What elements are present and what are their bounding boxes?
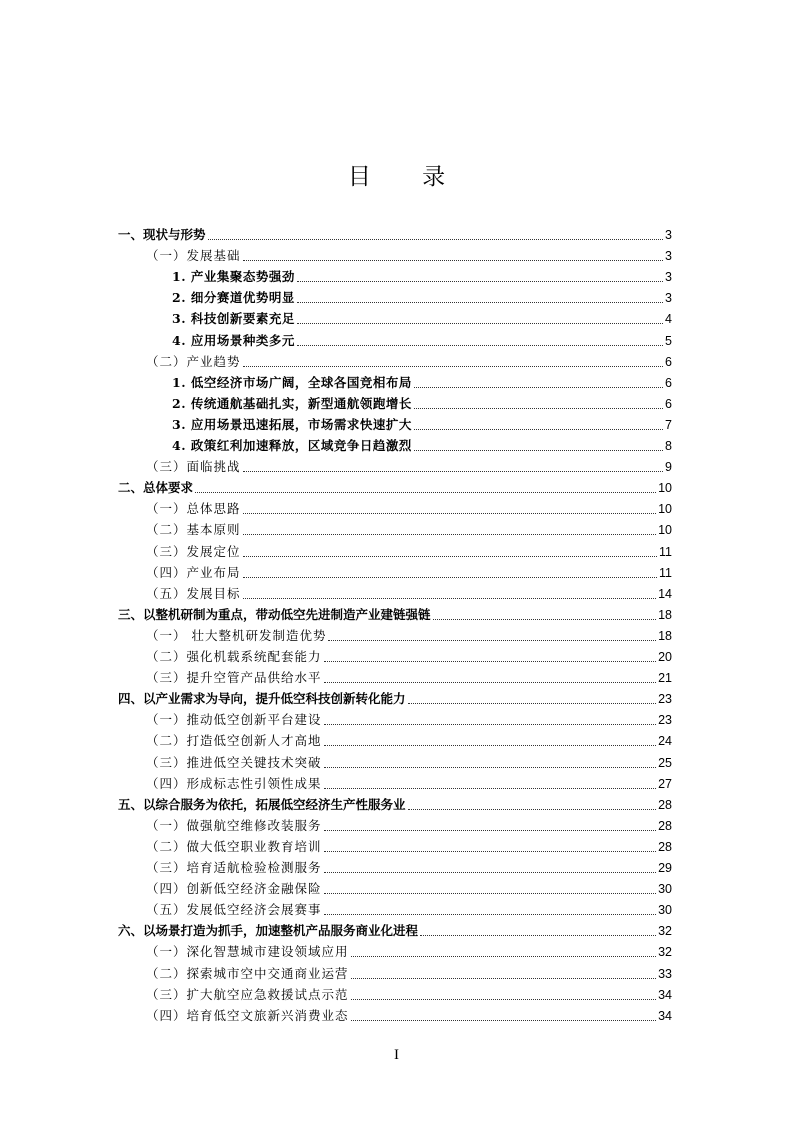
toc-entry-title: 五、以综合服务为依托，拓展低空经济生产性服务业 <box>118 796 406 812</box>
toc-entry-title: 1. 低空经济市场广阔，全球各国竞相布局 <box>172 374 412 390</box>
toc-entry-page: 3 <box>665 270 672 285</box>
toc-entry-title: （三）发展定位 <box>146 543 241 559</box>
toc-entry-page: 32 <box>658 945 672 960</box>
toc-entry-page: 18 <box>658 607 672 622</box>
toc-entry-page: 32 <box>658 924 672 939</box>
toc-entry-page: 3 <box>665 291 672 306</box>
toc-leader-dots <box>408 703 657 704</box>
toc-entry[interactable] <box>146 838 672 856</box>
toc-entry[interactable] <box>146 880 672 898</box>
toc-entry-title: （一）深化智慧城市建设领域应用 <box>146 944 349 960</box>
toc-leader-dots <box>324 661 657 662</box>
toc-entry-page: 3 <box>665 228 672 242</box>
toc-entry-title: （二）产业趋势 <box>146 353 241 369</box>
toc-entry[interactable] <box>172 416 672 434</box>
toc-leader-dots <box>414 450 663 451</box>
toc-entry-title: （四）形成标志性引领性成果 <box>146 775 322 791</box>
toc-entry[interactable] <box>146 669 672 687</box>
toc-entry-title: （三）面临挑战 <box>146 459 241 475</box>
toc-entry-title: 4. 政策红利加速释放，区域竞争日趋激烈 <box>172 438 412 453</box>
toc-entry-title: （五）发展目标 <box>146 585 241 601</box>
toc-entry[interactable] <box>118 226 672 244</box>
toc-leader-dots <box>351 999 657 1000</box>
toc-entry[interactable] <box>146 1007 672 1025</box>
toc-leader-dots <box>328 640 656 641</box>
toc-leader-dots <box>324 893 657 894</box>
toc-entry[interactable] <box>172 437 672 455</box>
toc-leader-dots <box>414 387 663 388</box>
toc-leader-dots <box>324 830 657 831</box>
toc-entry-page: 30 <box>658 882 672 897</box>
toc-entry-title: （四）培育低空文旅新兴消费业态 <box>146 1007 349 1023</box>
toc-leader-dots <box>414 429 663 430</box>
toc-entry-title: 六、以场景打造为抓手，加速整机产品服务商业化进程 <box>118 923 419 939</box>
toc-leader-dots <box>243 598 657 599</box>
toc-entry-page: 34 <box>658 987 672 1002</box>
toc-entry-page: 28 <box>658 797 672 812</box>
toc-entry-page: 21 <box>658 671 672 686</box>
toc-entry-title: 二、总体要求 <box>118 480 194 496</box>
toc-entry-title: 四、以产业需求为导向，提升低空科技创新转化能力 <box>118 691 406 707</box>
toc-entry-title: （一） 壮大整机研发制造优势 <box>146 627 327 643</box>
toc-entry[interactable] <box>146 648 672 666</box>
toc-leader-dots <box>195 492 656 493</box>
toc-entry-page: 23 <box>658 713 672 728</box>
toc-entry[interactable] <box>146 817 672 835</box>
toc-entry-title: （四）创新低空经济金融保险 <box>146 881 322 897</box>
toc-entry-title: 3. 科技创新要素充足 <box>172 311 295 327</box>
toc-leader-dots <box>243 366 664 367</box>
toc-entry[interactable] <box>118 606 672 624</box>
toc-entry-title: （三）推进低空关键技术突破 <box>146 754 322 770</box>
toc-entry-title: （二）打造低空创新人才高地 <box>146 733 322 749</box>
toc-entry[interactable] <box>172 395 672 413</box>
toc-entry[interactable] <box>146 711 672 729</box>
toc-leader-dots <box>243 534 657 535</box>
toc-entry-page: 18 <box>658 628 672 643</box>
toc-entry-title: （一）推动低空创新平台建设 <box>146 712 322 728</box>
toc-entry-title: 三、以整机研制为重点，带动低空先进制造产业建链强链 <box>118 606 431 622</box>
toc-leader-dots <box>420 935 656 936</box>
toc-entry-page: 11 <box>659 565 672 580</box>
toc-entry-title: （三）培育适航检验检测服务 <box>146 860 322 875</box>
toc-leader-dots <box>297 302 663 303</box>
toc-entry-title: 4. 应用场景种类多元 <box>172 332 295 348</box>
toc-entry-title: （四）产业布局 <box>146 564 241 580</box>
toc-entry-title: 一、现状与形势 <box>118 227 206 242</box>
toc-leader-dots <box>324 767 657 768</box>
toc-entry-title: （二）探索城市空中交通商业运营 <box>146 965 349 981</box>
toc-entry-page: 23 <box>658 692 672 707</box>
toc-entry[interactable] <box>146 353 672 371</box>
toc-entry-title: 3. 应用场景迅速拓展，市场需求快速扩大 <box>172 416 412 432</box>
toc-entry-title: 1. 产业集聚态势强劲 <box>172 269 295 285</box>
toc-entry-page: 10 <box>658 523 672 538</box>
toc-leader-dots <box>414 408 663 409</box>
toc-entry[interactable] <box>146 627 672 645</box>
toc-entry-page: 8 <box>665 439 672 453</box>
toc-entry-title: （一）做强航空维修改装服务 <box>146 817 322 833</box>
toc-leader-dots <box>351 1020 657 1021</box>
toc-entry[interactable] <box>172 374 672 392</box>
toc-entry[interactable] <box>118 796 672 814</box>
toc-entry[interactable] <box>146 564 672 582</box>
toc-entry-page: 7 <box>665 417 672 432</box>
page-number: I <box>394 1047 399 1063</box>
toc-leader-dots <box>351 956 657 957</box>
toc-entry-page: 30 <box>658 903 672 918</box>
toc-entry[interactable] <box>172 268 672 286</box>
toc-entry-page: 10 <box>658 481 672 496</box>
toc-entry-page: 10 <box>658 502 672 517</box>
toc-leader-dots <box>324 872 657 873</box>
toc-entry-title: 2. 传统通航基础扎实，新型通航领跑增长 <box>172 395 412 411</box>
toc-entry-page: 27 <box>658 776 672 791</box>
toc-leader-dots <box>324 788 657 789</box>
toc-entry-title: （三）提升空管产品供给水平 <box>146 670 322 686</box>
toc-entry-title: 2. 细分赛道优势明显 <box>172 290 295 306</box>
toc-entry-title: （二）强化机载系统配套能力 <box>146 649 322 664</box>
toc-entry-title: （五）发展低空经济会展赛事 <box>146 902 322 918</box>
toc-leader-dots <box>243 260 664 261</box>
toc-entry-page: 6 <box>665 396 672 411</box>
toc-entry[interactable] <box>146 543 672 561</box>
toc-entry[interactable] <box>146 585 672 603</box>
toc-leader-dots <box>297 345 663 346</box>
page-title: 目 录 <box>347 164 468 190</box>
toc-leader-dots <box>243 471 664 472</box>
toc-entry-page: 11 <box>659 544 672 559</box>
toc-leader-dots <box>324 682 657 683</box>
toc-entry-page: 6 <box>665 354 672 369</box>
toc-entry-page: 5 <box>665 333 672 348</box>
toc-entry-page: 34 <box>658 1008 672 1023</box>
toc-leader-dots <box>408 809 657 810</box>
toc-entry[interactable] <box>146 986 672 1004</box>
toc-leader-dots <box>297 323 663 324</box>
toc-leader-dots <box>324 851 657 852</box>
toc-entry-page: 28 <box>658 839 672 854</box>
toc-leader-dots <box>351 978 657 979</box>
toc-entry-page: 25 <box>658 755 672 770</box>
toc-entry[interactable] <box>146 732 672 750</box>
toc-entry[interactable] <box>146 500 672 518</box>
toc-leader-dots <box>324 745 657 746</box>
toc-entry[interactable] <box>146 859 672 877</box>
toc-entry-page: 3 <box>665 249 672 264</box>
toc-leader-dots <box>324 914 657 915</box>
toc-entry-page: 28 <box>658 818 672 833</box>
toc-leader-dots <box>433 619 657 620</box>
toc-entry[interactable] <box>172 332 672 350</box>
toc-entry-page: 4 <box>665 312 672 327</box>
toc-entry[interactable] <box>146 775 672 793</box>
toc-leader-dots <box>208 239 664 240</box>
toc-leader-dots <box>243 556 658 557</box>
toc-entry-page: 29 <box>658 861 672 875</box>
toc-entry[interactable] <box>146 754 672 772</box>
toc-entry-title: （二）做大低空职业教育培训 <box>146 838 322 854</box>
toc-entry-page: 9 <box>665 460 672 475</box>
toc-entry-page: 14 <box>658 586 672 601</box>
toc-entry[interactable] <box>146 247 672 265</box>
toc-entry-title: （二）基本原则 <box>146 522 241 538</box>
toc-entry[interactable] <box>146 943 672 961</box>
toc-entry-title: （三）扩大航空应急救援试点示范 <box>146 986 349 1002</box>
toc-entry[interactable] <box>146 458 672 476</box>
toc-entry-title: （一）发展基础 <box>146 248 241 264</box>
toc-entry[interactable] <box>118 922 672 940</box>
toc-entry-page: 20 <box>658 650 672 664</box>
toc-entry[interactable] <box>118 690 672 708</box>
toc-entry[interactable] <box>146 965 672 983</box>
toc-entry[interactable] <box>172 310 672 328</box>
toc-leader-dots <box>243 513 657 514</box>
toc-entry-page: 24 <box>658 734 672 749</box>
toc-entry[interactable] <box>146 521 672 539</box>
toc-leader-dots <box>324 724 657 725</box>
toc-entry[interactable] <box>172 289 672 307</box>
toc-leader-dots <box>243 577 658 578</box>
toc-entry-page: 33 <box>658 966 672 981</box>
toc-entry-page: 6 <box>665 375 672 390</box>
toc-leader-dots <box>297 281 663 282</box>
toc-entry[interactable] <box>118 479 672 497</box>
toc-entry-title: （一）总体思路 <box>146 501 241 517</box>
toc-entry[interactable] <box>146 901 672 919</box>
